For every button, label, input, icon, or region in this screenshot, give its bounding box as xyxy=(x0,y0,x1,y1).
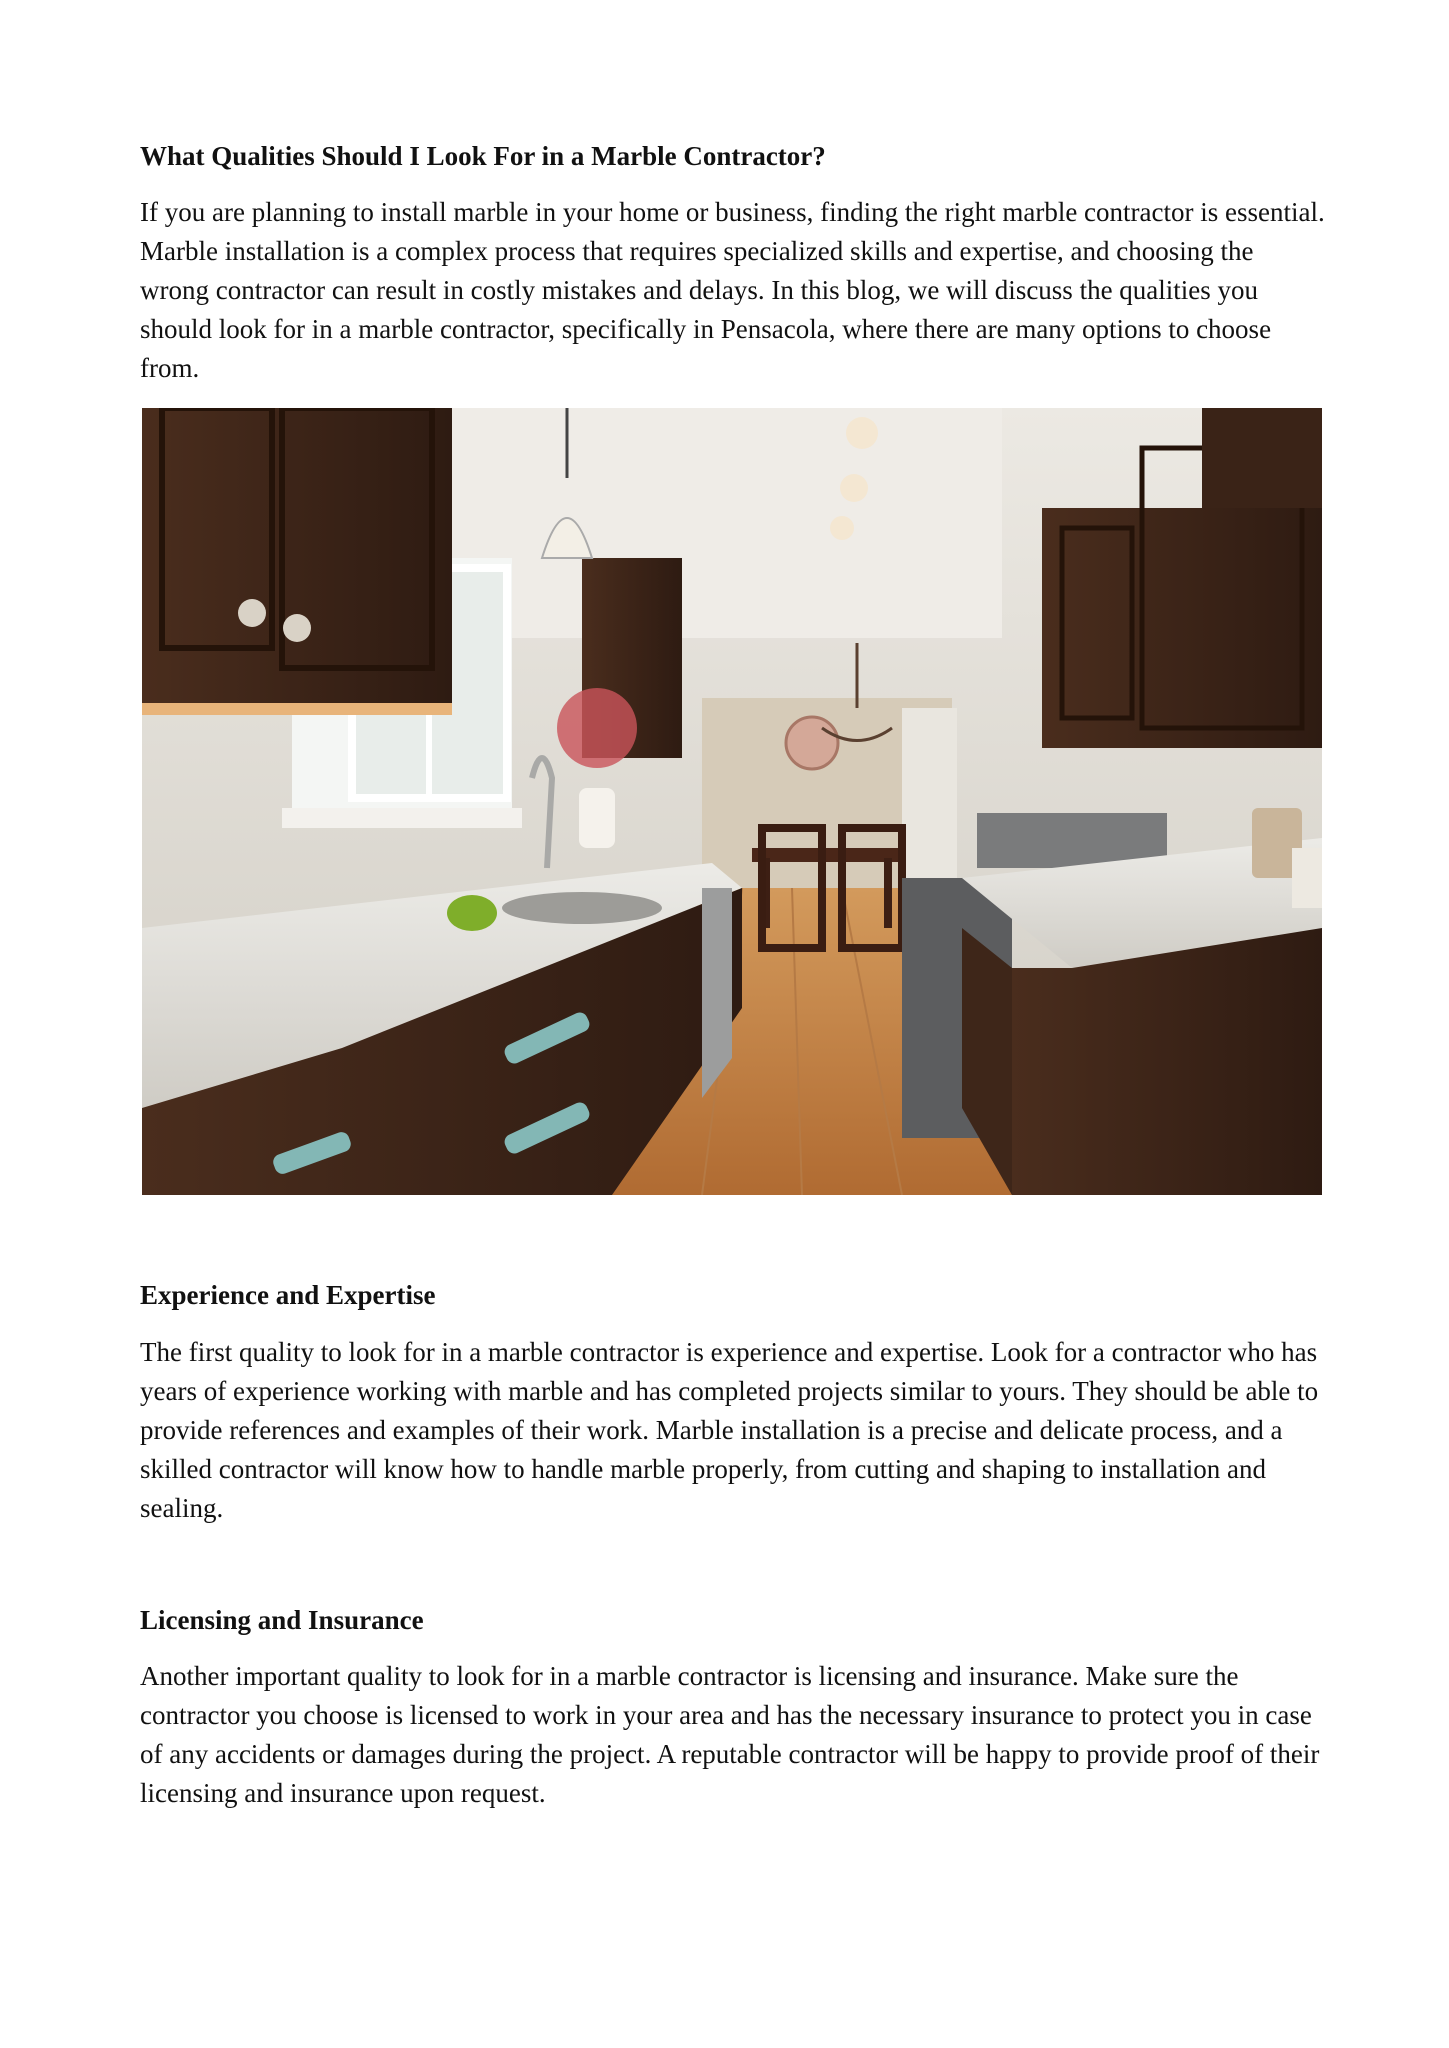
kitchen-photo xyxy=(142,408,1322,1195)
section-heading-experience: Experience and Expertise xyxy=(140,1280,436,1310)
article-title: What Qualities Should I Look For in a Marble Contractor? xyxy=(140,141,826,171)
section-heading-licensing: Licensing and Insurance xyxy=(140,1605,424,1635)
intro-paragraph: If you are planning to install marble in your home or business, finding the right marble contractor is essential. Marble installation is a complex process that requires specialized skills and expertise, and choosing the wrong contractor can result in costly mistakes and delays. In this blog, we will discuss the qualities you should look for in a marble contractor, specifically in Pensacola, where there are many options to choose from. xyxy=(140,197,1325,383)
section-body-licensing: Another important quality to look for in a marble contractor is licensing and insurance. Make sure the contractor you choose is licensed to work in your area and has the necessary insurance to protect you in case of any accidents or damages during the project. A reputable contractor will be happy to provide proof of their licensing and insurance upon request. xyxy=(140,1661,1320,1808)
section-body-experience: The first quality to look for in a marble contractor is experience and expertise. Look for a contractor who has years of experience working with marble and has completed projects similar to yours. They should be able to provide references and examples of their work. Marble installation is a precise and delicate process, and a skilled contractor will know how to handle marble properly, from cutting and shaping to installation and sealing. xyxy=(140,1337,1319,1523)
